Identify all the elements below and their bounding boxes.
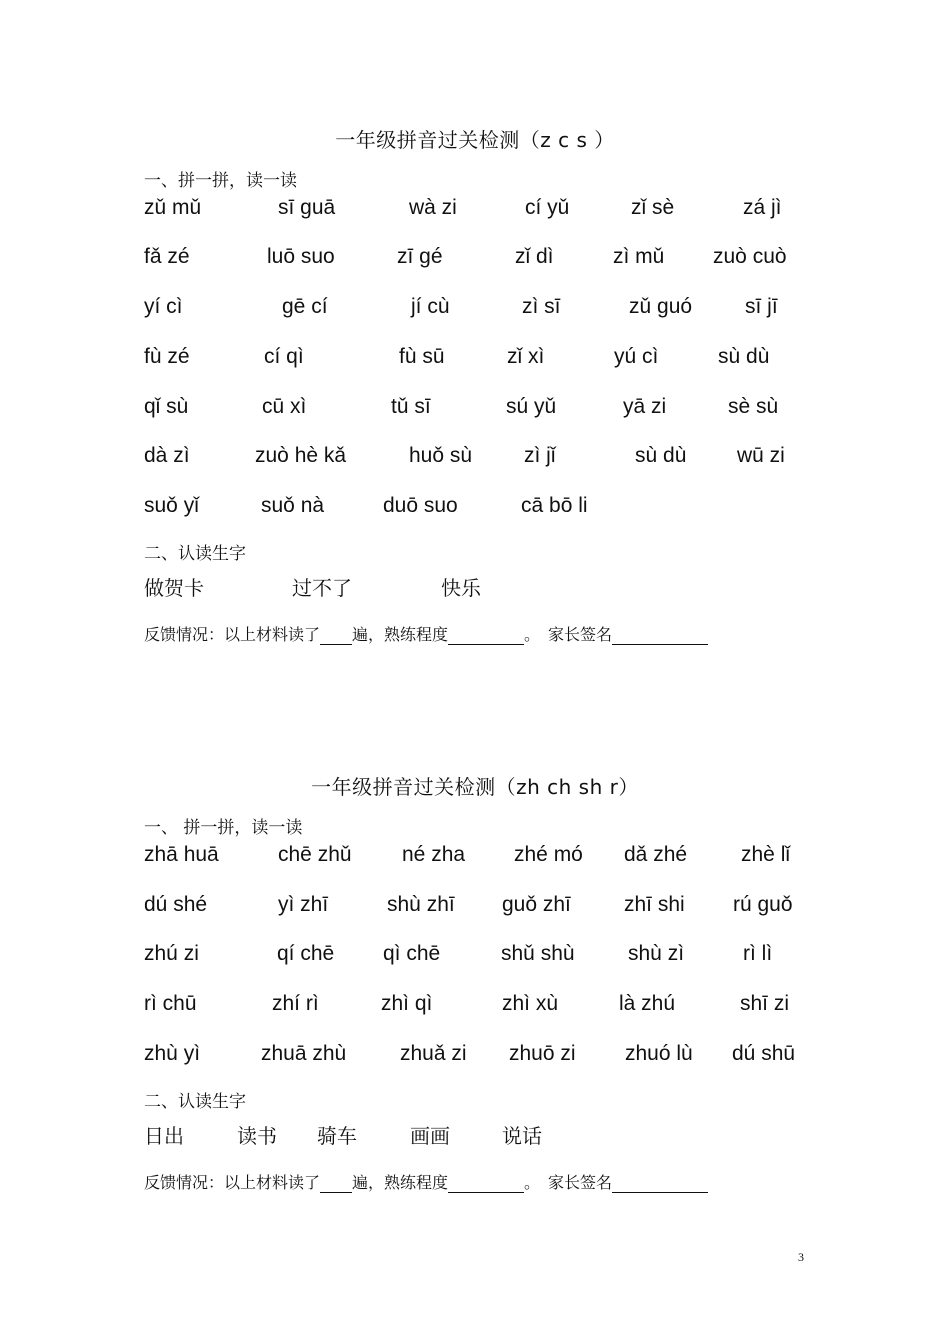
pinyin-word: zǐ sè xyxy=(631,196,675,219)
hanzi-word: 过不了 xyxy=(292,576,352,600)
times-read-blank[interactable] xyxy=(320,1172,352,1193)
section-1-feedback xyxy=(144,622,708,645)
pinyin-word: zhù yì xyxy=(144,1042,201,1065)
pinyin-word: zǐ xì xyxy=(507,345,545,368)
pinyin-word: cí yǔ xyxy=(525,196,570,219)
hanzi-word: 快乐 xyxy=(441,576,481,600)
page-number: 3 xyxy=(798,1250,804,1264)
pinyin-word: zhì xù xyxy=(502,992,559,1015)
pinyin-word: shù zì xyxy=(628,942,685,965)
pinyin-row xyxy=(0,494,950,524)
pinyin-word: zì sī xyxy=(522,295,561,318)
pinyin-row xyxy=(0,345,950,375)
pinyin-row xyxy=(0,196,950,226)
pinyin-row xyxy=(0,893,950,923)
pinyin-word: yí cì xyxy=(144,295,183,318)
section-2-feedback xyxy=(144,1170,708,1193)
pinyin-row xyxy=(0,843,950,873)
feedback-period: 。 xyxy=(524,625,541,644)
pinyin-word: zá jì xyxy=(743,196,782,219)
feedback-sign-label: 家长签名 xyxy=(548,1173,613,1192)
pinyin-row xyxy=(0,1042,950,1072)
pinyin-word: guǒ zhī xyxy=(502,893,571,916)
pinyin-word: zǔ guó xyxy=(629,295,693,318)
pinyin-word: luō suo xyxy=(267,245,335,268)
pinyin-row xyxy=(0,992,950,1022)
pinyin-word: zì jǐ xyxy=(524,444,556,467)
parent-signature-blank[interactable] xyxy=(612,1172,708,1193)
pinyin-word: dú shé xyxy=(144,893,208,916)
hanzi-word: 画画 xyxy=(410,1124,450,1148)
pinyin-word: wū zi xyxy=(737,444,785,467)
pinyin-word: zhuǎ zi xyxy=(400,1042,467,1065)
pinyin-row xyxy=(0,245,950,275)
pinyin-word: qì chē xyxy=(383,942,441,965)
pinyin-word: yú cì xyxy=(614,345,659,368)
pinyin-word: dà zì xyxy=(144,444,190,467)
pinyin-word: sī guā xyxy=(278,196,336,219)
pinyin-word: chē zhǔ xyxy=(278,843,352,866)
pinyin-word: zì mǔ xyxy=(613,245,665,268)
hanzi-word: 骑车 xyxy=(317,1124,357,1148)
pinyin-word: yì zhī xyxy=(278,893,329,916)
pinyin-word: zhí rì xyxy=(272,992,319,1015)
pinyin-word: jí cù xyxy=(411,295,450,318)
pinyin-word: zuò hè kǎ xyxy=(255,444,347,467)
section-1-title: 一年级拼音过关检测（z c s ） xyxy=(335,128,615,152)
pinyin-word: zhuā zhù xyxy=(261,1042,347,1065)
pinyin-word: cū xì xyxy=(262,395,307,418)
pinyin-word: tǔ sī xyxy=(391,395,431,418)
pinyin-word: zhé mó xyxy=(514,843,583,866)
pinyin-word: zhuō zi xyxy=(509,1042,576,1065)
pinyin-word: sú yǔ xyxy=(506,395,557,418)
feedback-period: 。 xyxy=(524,1173,541,1192)
pinyin-word: zhè lǐ xyxy=(741,843,791,866)
hanzi-word: 说话 xyxy=(502,1124,542,1148)
pinyin-word: zhì qì xyxy=(381,992,433,1015)
feedback-sign-label: 家长签名 xyxy=(548,625,613,644)
pinyin-word: qí chē xyxy=(277,942,335,965)
section-2-part-2-heading: 二、认读生字 xyxy=(144,1092,246,1112)
pinyin-word: zhī shi xyxy=(624,893,685,916)
pinyin-word: rì lì xyxy=(743,942,773,965)
hanzi-word: 读书 xyxy=(237,1124,277,1148)
pinyin-row xyxy=(0,444,950,474)
feedback-prefix: 反馈情况：以上材料读了 xyxy=(144,1173,321,1192)
pinyin-row xyxy=(0,395,950,425)
pinyin-word: shī zi xyxy=(740,992,790,1015)
pinyin-word: fù sū xyxy=(399,345,445,368)
pinyin-word: shǔ shù xyxy=(501,942,575,965)
pinyin-word: fǎ zé xyxy=(144,245,190,268)
times-read-blank[interactable] xyxy=(320,624,352,645)
pinyin-word: qǐ sù xyxy=(144,395,189,418)
pinyin-word: sù dù xyxy=(718,345,770,368)
pinyin-word: suǒ yǐ xyxy=(144,494,199,517)
pinyin-word: zhā huā xyxy=(144,843,219,866)
pinyin-word: zhuó lù xyxy=(625,1042,693,1065)
pinyin-row xyxy=(0,295,950,325)
pinyin-word: né zha xyxy=(402,843,466,866)
pinyin-word: yā zi xyxy=(623,395,667,418)
pinyin-word: shù zhī xyxy=(387,893,455,916)
parent-signature-blank[interactable] xyxy=(612,624,708,645)
section-2-title: 一年级拼音过关检测（zh ch sh r） xyxy=(311,775,639,799)
pinyin-word: zǔ mǔ xyxy=(144,196,202,219)
pinyin-word: dú shū xyxy=(732,1042,796,1065)
pinyin-word: duō suo xyxy=(383,494,458,517)
hanzi-word: 日出 xyxy=(144,1124,184,1148)
pinyin-word: dǎ zhé xyxy=(624,843,688,866)
feedback-prefix: 反馈情况：以上材料读了 xyxy=(144,625,321,644)
pinyin-word: fù zé xyxy=(144,345,190,368)
pinyin-word: cā bō li xyxy=(521,494,588,517)
pinyin-word: suǒ nà xyxy=(261,494,325,517)
pinyin-word: zhú zi xyxy=(144,942,199,965)
proficiency-blank[interactable] xyxy=(448,1172,524,1193)
pinyin-row xyxy=(0,942,950,972)
section-2-part-1-heading: 一、 拼一拼，读一读 xyxy=(144,818,303,838)
hanzi-word: 做贺卡 xyxy=(144,576,204,600)
pinyin-word: huǒ sù xyxy=(409,444,473,467)
pinyin-word: là zhú xyxy=(619,992,676,1015)
pinyin-word: rì chū xyxy=(144,992,197,1015)
proficiency-blank[interactable] xyxy=(448,624,524,645)
pinyin-word: zuò cuò xyxy=(713,245,787,268)
pinyin-word: sù dù xyxy=(635,444,687,467)
pinyin-word: zǐ dì xyxy=(515,245,554,268)
pinyin-word: gē cí xyxy=(282,295,328,318)
pinyin-word: zī gé xyxy=(397,245,443,268)
pinyin-word: wà zi xyxy=(409,196,457,219)
feedback-proficiency-label: 遍，熟练程度 xyxy=(352,625,449,644)
section-1-part-2-heading: 二、认读生字 xyxy=(144,544,246,564)
feedback-proficiency-label: 遍，熟练程度 xyxy=(352,1173,449,1192)
pinyin-word: sè sù xyxy=(728,395,779,418)
pinyin-word: rú guǒ xyxy=(733,893,793,916)
pinyin-word: cí qì xyxy=(264,345,304,368)
section-1-part-1-heading: 一、拼一拼，读一读 xyxy=(144,171,297,191)
pinyin-word: sī jī xyxy=(745,295,778,318)
